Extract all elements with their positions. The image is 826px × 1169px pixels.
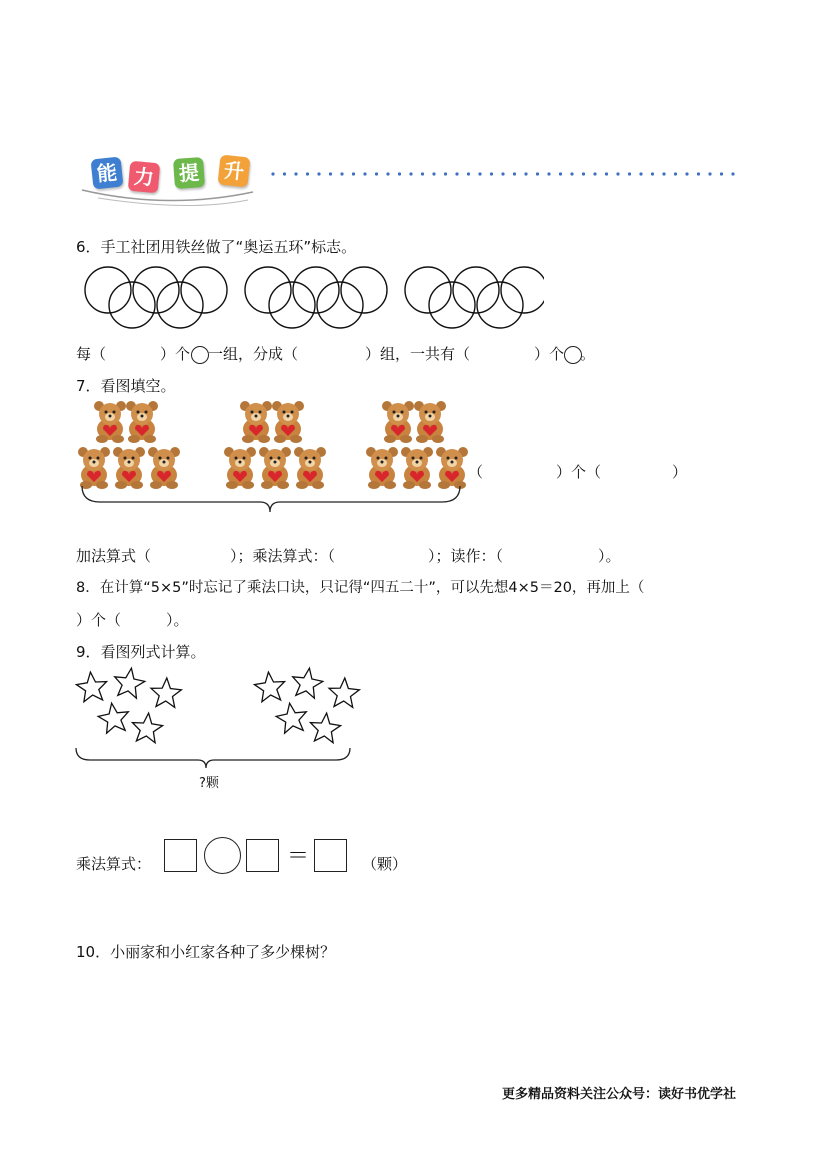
ring-group: [405, 267, 544, 328]
ring-icon: [269, 282, 315, 328]
q7-line-d: ）。: [598, 547, 621, 565]
q6-fill-p5: ）个: [534, 345, 565, 363]
q6-fill-p4: ）组，一共有（: [365, 345, 471, 363]
bear-icon: [436, 447, 468, 489]
brace: [76, 748, 350, 768]
q6-text: 6．手工社团用铁丝做了“奥运五环”标志。: [76, 238, 357, 256]
q7-side-close: ）: [672, 463, 688, 481]
q6-fill-p3: 一组，分成（: [208, 345, 299, 363]
banner-dotted-line: [270, 171, 740, 177]
bears-figure: [70, 398, 480, 518]
bear-icon: [382, 401, 414, 443]
q9-unit: （颗）: [362, 855, 408, 873]
bear-icon: [78, 447, 110, 489]
bear-icon: [401, 447, 433, 489]
q7-line-b: ）；乘法算式：（: [230, 547, 336, 565]
ring-icon: [109, 282, 155, 328]
circle-icon: [191, 346, 209, 364]
q7-line-a: 加法算式（: [76, 547, 152, 565]
bear-icon: [366, 447, 398, 489]
banner-char-4: 升: [218, 155, 251, 188]
ring-icon: [157, 282, 203, 328]
answer-box-1[interactable]: [164, 839, 197, 872]
bear-icon: [113, 447, 145, 489]
ring-icon: [85, 267, 131, 313]
q7-side-mid: ）个（: [556, 463, 602, 481]
stars-figure: [70, 666, 370, 776]
olympic-rings-figure: [74, 266, 544, 332]
q8-line1: 8．在计算“5×5”时忘记了乘法口诀，只记得“四五二十”，可以先想4×5＝20，再加上（: [76, 580, 645, 596]
answer-box-3[interactable]: [314, 839, 347, 872]
q9-formula-label: 乘法算式：: [76, 855, 152, 873]
star-icon: [76, 672, 106, 702]
bear-icon: [272, 401, 304, 443]
ring-group: [245, 267, 387, 328]
q8-line2: ）个（ ）。: [76, 611, 189, 629]
q7-line-c: ）；读作：（: [428, 547, 504, 565]
ring-icon: [245, 267, 291, 313]
star-icon: [276, 703, 306, 733]
ring-icon: [293, 267, 339, 313]
answer-box-2[interactable]: [246, 839, 279, 872]
banner-char-3: 提: [173, 157, 205, 189]
ring-icon: [477, 282, 523, 328]
ring-icon: [341, 267, 387, 313]
ring-icon: [453, 267, 499, 313]
bear-icon: [148, 447, 180, 489]
bear-icon: [259, 447, 291, 489]
ring-icon: [405, 267, 451, 313]
banner-char-2: 力: [128, 161, 161, 194]
ring-icon: [429, 282, 475, 328]
star-icon: [98, 703, 128, 733]
q7-text: 7．看图填空。: [76, 377, 176, 395]
footer-note: 更多精品资料关注公众号：读好书优学社: [502, 1087, 737, 1102]
ring-group: [85, 267, 227, 328]
equals-sign: ＝: [287, 844, 310, 869]
ring-icon: [317, 282, 363, 328]
q6-fill-p1: 每（: [76, 345, 107, 363]
bear-icon: [240, 401, 272, 443]
operator-circle[interactable]: [204, 837, 241, 874]
q6-fill-p2: ）个: [160, 345, 191, 363]
q10-text: 10．小丽家和小红家各种了多少棵树？: [76, 943, 336, 961]
bear-icon: [414, 401, 446, 443]
brace: [82, 486, 460, 512]
star-icon: [254, 672, 284, 702]
q9-brace-label: ?颗: [199, 776, 219, 791]
star-icon: [310, 713, 340, 743]
banner-char-1: 能: [91, 157, 124, 190]
star-icon: [115, 668, 145, 698]
bear-icon: [126, 401, 158, 443]
ring-icon: [181, 267, 227, 313]
q9-text: 9．看图列式计算。: [76, 643, 206, 661]
ring-icon: [133, 267, 179, 313]
star-icon: [329, 678, 359, 707]
q7-side-open: （: [468, 463, 484, 481]
bear-icon: [224, 447, 256, 489]
star-icon: [293, 668, 323, 698]
q6-fill-p6: 。: [580, 345, 596, 363]
star-icon: [132, 713, 162, 743]
bear-icon: [294, 447, 326, 489]
star-icon: [151, 678, 181, 707]
bear-icon: [94, 401, 126, 443]
